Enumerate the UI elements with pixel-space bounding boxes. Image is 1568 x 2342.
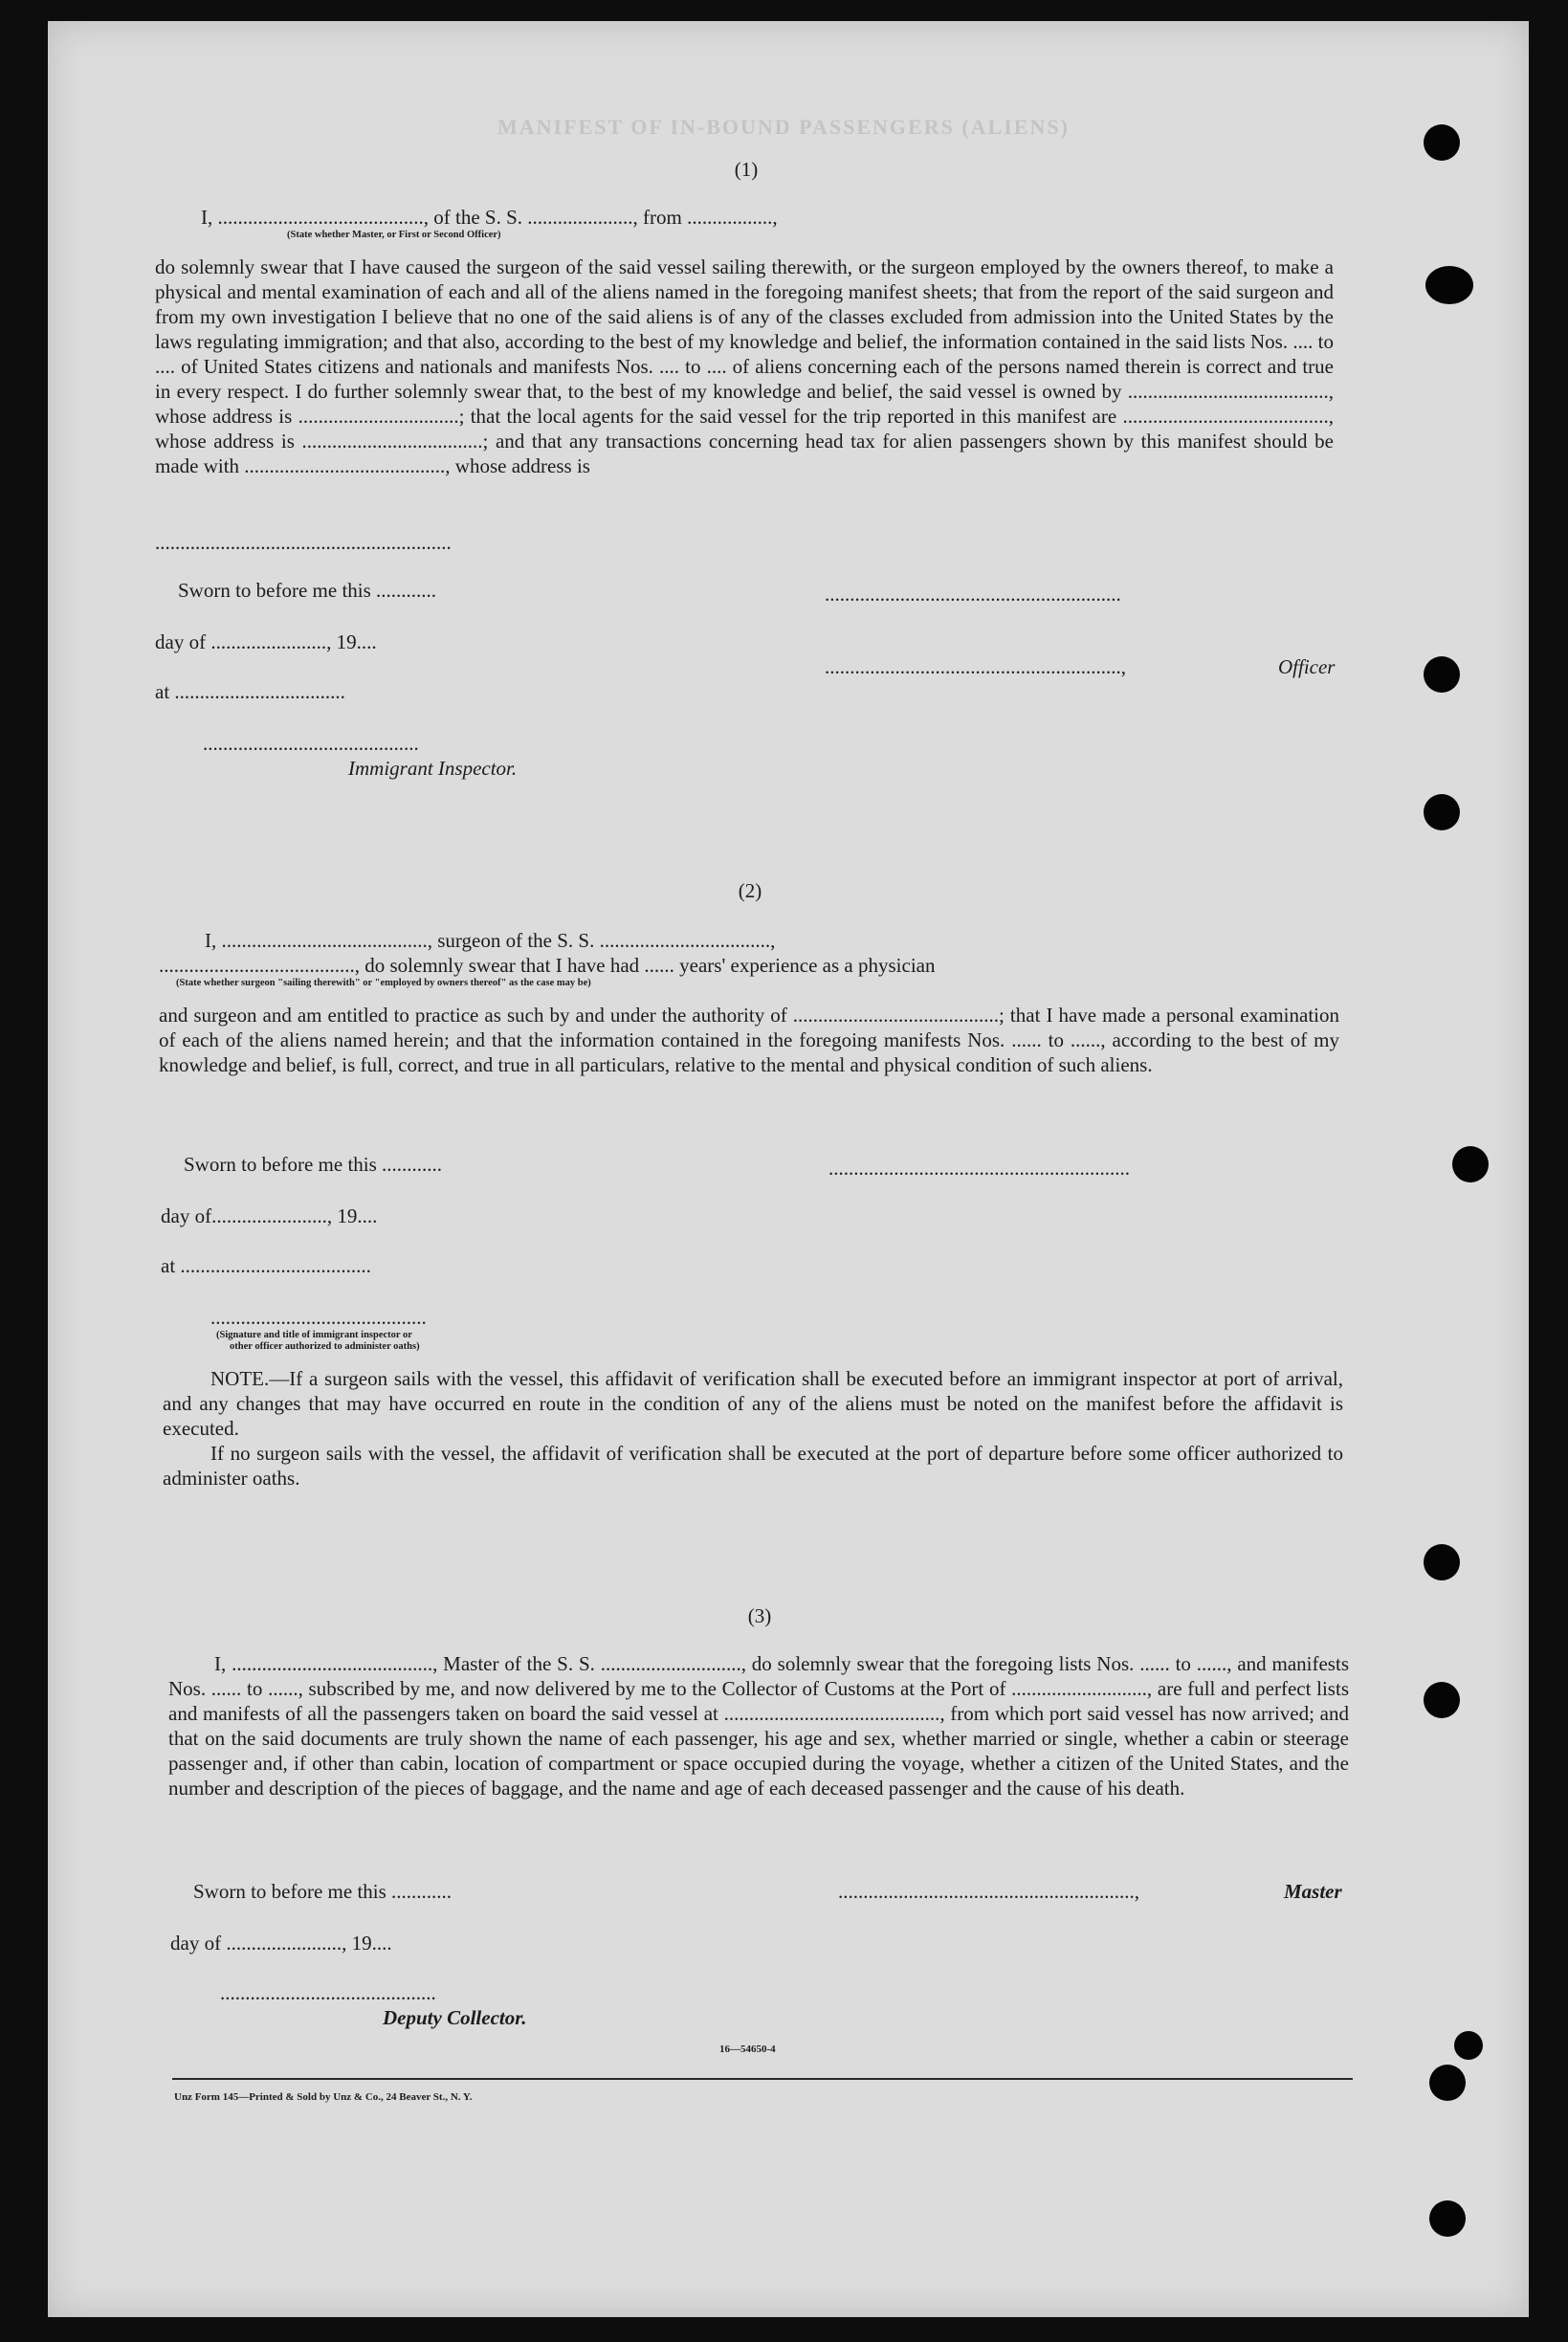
section-1-line1-note: (State whether Master, or First or Second Officer): [287, 230, 501, 240]
punch-hole: [1424, 794, 1460, 830]
punch-hole: [1429, 2065, 1466, 2101]
s2-day: day of......................., 19....: [161, 1204, 378, 1227]
printer-footer: Unz Form 145—Printed & Sold by Unz & Co., 24 Beaver St., N. Y.: [174, 2091, 473, 2103]
s3-sig-line: ...........................................: [220, 1981, 436, 2004]
s1-officer-line2: ...........................................................,: [825, 655, 1126, 678]
s2-sig-note2: other officer authorized to administer oaths): [230, 1341, 420, 1352]
s3-sworn: Sworn to before me this ............: [193, 1880, 453, 1903]
s1-officer-label: Officer: [1278, 655, 1336, 678]
s1-at: at ..................................: [155, 680, 345, 703]
ghost-header: MANIFEST OF IN-BOUND PASSENGERS (ALIENS): [497, 115, 1070, 139]
section-1-body-tail: ...........................................................: [155, 531, 452, 554]
section-3-body: I, ........................................, Master of the S. S. ............................, do solemnly swear that the foregoing lists Nos. ...... to ......, and manifests Nos. ...... to ......, subscribed by me, and now delivered by me to the Collector of Customs at the Port of ..........................., are full and perfect lists and manifests of all the passengers taken on board the said vessel at ..........................................., from which port said vessel has now arrived; and that on the said documents are truly shown the name of each passenger, his age and sex, whether married or single, whether a cabin or steerage passenger and, if other than cabin, location of compartment or space occupied during the voyage, whether a citizen of the United States, and the number and description of the pieces of baggage, and the name and age of each deceased passenger and the cause of his death.: [168, 1652, 1349, 1800]
form-code: 16—54650-4: [719, 2044, 776, 2055]
s2-sig-line: ...........................................: [210, 1306, 427, 1329]
punch-hole: [1454, 2031, 1483, 2060]
section-2-line2-note: (State whether surgeon "sailing therewith" or "employed by owners thereof" as the case may be): [176, 978, 591, 988]
punch-hole: [1424, 1682, 1460, 1718]
s1-inspector-label: Immigrant Inspector.: [348, 757, 518, 780]
s2-note-2: If no surgeon sails with the vessel, the affidavit of verification shall be executed at the port of departure before some officer authorized to administer oaths.: [163, 1442, 1343, 1490]
section-2-number: (2): [738, 879, 762, 902]
s3-day: day of ......................., 19....: [170, 1932, 392, 1955]
s2-right-line: ............................................................: [828, 1157, 1130, 1180]
s3-master-line: ...........................................................,: [838, 1880, 1139, 1903]
s3-master-label: Master: [1284, 1880, 1342, 1903]
punch-hole: [1424, 124, 1460, 161]
s2-note-1: NOTE.—If a surgeon sails with the vessel, this affidavit of verification shall be executed before an immigrant inspector at port of arrival, and any changes that may have occurred en route in the condition of any of the aliens must be noted on the manifest before the affidavit is executed.: [163, 1367, 1343, 1440]
section-2-line1: I, ........................................., surgeon of the S. S. ..................................,: [205, 929, 776, 952]
punch-hole: [1452, 1146, 1489, 1182]
punch-hole: [1424, 656, 1460, 693]
section-2-line2: ......................................., do solemnly swear that I have had ...... years' experience as a physician: [159, 954, 936, 977]
s2-at: at ......................................: [161, 1254, 371, 1277]
s2-sig-note1: (Signature and title of immigrant inspector or: [216, 1330, 412, 1340]
punch-hole: [1424, 1544, 1460, 1580]
section-1-line1: I, ........................................., of the S. S. ....................., from .................,: [201, 206, 778, 229]
s1-day: day of ......................., 19....: [155, 630, 377, 653]
footer-rule: [172, 2078, 1353, 2080]
s3-deputy-label: Deputy Collector.: [383, 2006, 527, 2029]
punch-hole: [1425, 266, 1473, 304]
section-1-body: do solemnly swear that I have caused the surgeon of the said vessel sailing therewith, or the surgeon employed by the owners thereof, to make a physical and mental examination of each and all of the aliens named in the foregoing manifest sheets; that from the report of the said surgeon and from my own investigation I believe that no one of the said aliens is of any of the classes excluded from admission into the United States by the laws regulating immigration; and that also, according to the best of my knowledge and belief, the information contained in the said lists Nos. .... to .... of United States citizens and nationals and manifests Nos. .... to .... of aliens concerning each of the persons named therein is correct and true in every respect. I do further solemnly swear that, to the best of my knowledge and belief, the said vessel is owned by ........................................, whose address is ................................; that the local agents for the said vessel for the trip reported in this manifest are ........................................., whose address is ....................................; and that any transactions concerning head tax for alien passengers shown by this manifest should be made with ........................................, whose address is: [155, 255, 1334, 477]
section-3-number: (3): [747, 1604, 772, 1627]
s2-sworn: Sworn to before me this ............: [184, 1153, 443, 1176]
section-1-number: (1): [734, 158, 759, 181]
s1-inspector-sig-line: ...........................................: [203, 732, 419, 755]
s1-officer-line1: ...........................................................: [825, 583, 1121, 606]
punch-hole: [1429, 2200, 1466, 2237]
section-2-body: and surgeon and am entitled to practice as such by and under the authority of .........................................; that I have made a personal examination of each of the aliens named herein; and that the information contained in the foregoing manifests Nos. ...... to ......, according to the best of my knowledge and belief, is full, correct, and true in all particulars, relative to the mental and physical condition of such aliens.: [159, 1004, 1339, 1076]
s1-sworn: Sworn to before me this ............: [178, 579, 437, 602]
